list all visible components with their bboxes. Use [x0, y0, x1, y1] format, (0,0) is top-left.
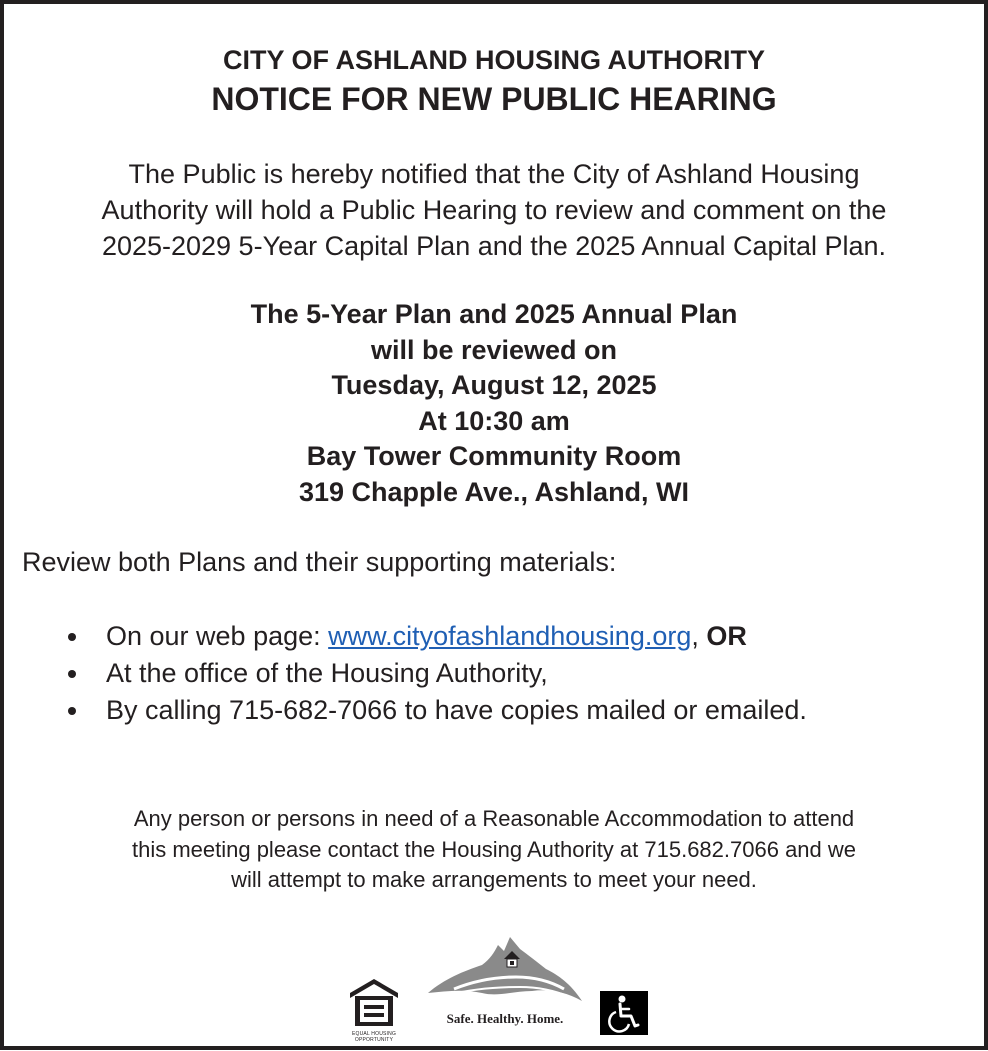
- equal-housing-opportunity-icon: [346, 975, 402, 1051]
- details-time: At 10:30 am: [418, 405, 570, 436]
- details-line: will be reviewed on: [370, 334, 618, 365]
- review-intro: Review both Plans and their supporting materials:: [22, 547, 617, 577]
- details-line: The 5-Year Plan and 2025 Annual Plan: [250, 299, 738, 329]
- bullet-dot-icon: [68, 633, 76, 641]
- intro-line: Authority will hold a Public Hearing to review and comment on the: [101, 195, 887, 225]
- accommodation-line: this meeting please contact the Housing Authority at 715.682.7066 and we: [131, 836, 857, 862]
- intro-line: The Public is hereby notified that the City of Ashland Housing: [128, 159, 860, 189]
- details-location: Bay Tower Community Room: [306, 441, 682, 471]
- intro-paragraph: [4, 156, 984, 264]
- wheelchair-accessibility-icon: [600, 991, 648, 1035]
- list-item-web: [68, 618, 807, 655]
- web-or: OR: [706, 621, 747, 651]
- notice-heading-org: CITY OF ASHLAND HOUSING AUTHORITY: [222, 45, 765, 75]
- hearing-details: [4, 297, 984, 510]
- accommodation-line: Any person or persons in need of a Reasonable Accommodation to attend: [133, 806, 855, 831]
- equal-housing-caption: EQUAL HOUSING OPPORTUNITY: [351, 1031, 397, 1043]
- web-prefix: On our web page:: [106, 621, 329, 651]
- logo-row: [4, 929, 984, 1043]
- accommodation-line: will attempt to make arrangements to meet your need.: [231, 867, 757, 892]
- web-separator: ,: [691, 621, 707, 651]
- accommodation-notice: [4, 804, 984, 896]
- lake-superior-house-icon: [424, 931, 586, 1031]
- calling-text: By calling 715-682-7066 to have copies mailed or emailed.: [106, 695, 807, 725]
- office-text: At the office of the Housing Authority,: [106, 658, 548, 688]
- list-item-office: [68, 655, 807, 692]
- list-item-calling: [68, 692, 807, 729]
- bullet-dot-icon: [68, 670, 76, 678]
- website-link[interactable]: www.cityofashlandhousing.org: [328, 621, 692, 651]
- review-options-list: [68, 618, 807, 729]
- notice-heading-title: NOTICE FOR NEW PUBLIC HEARING: [211, 81, 777, 117]
- logo-tagline: Safe. Healthy. Home.: [446, 1011, 564, 1026]
- bullet-dot-icon: [68, 707, 76, 715]
- details-address: 319 Chapple Ave., Ashland, WI: [298, 476, 690, 507]
- intro-line: 2025-2029 5-Year Capital Plan and the 2025 Annual Capital Plan.: [101, 231, 887, 261]
- details-date: Tuesday, August 12, 2025: [331, 370, 657, 400]
